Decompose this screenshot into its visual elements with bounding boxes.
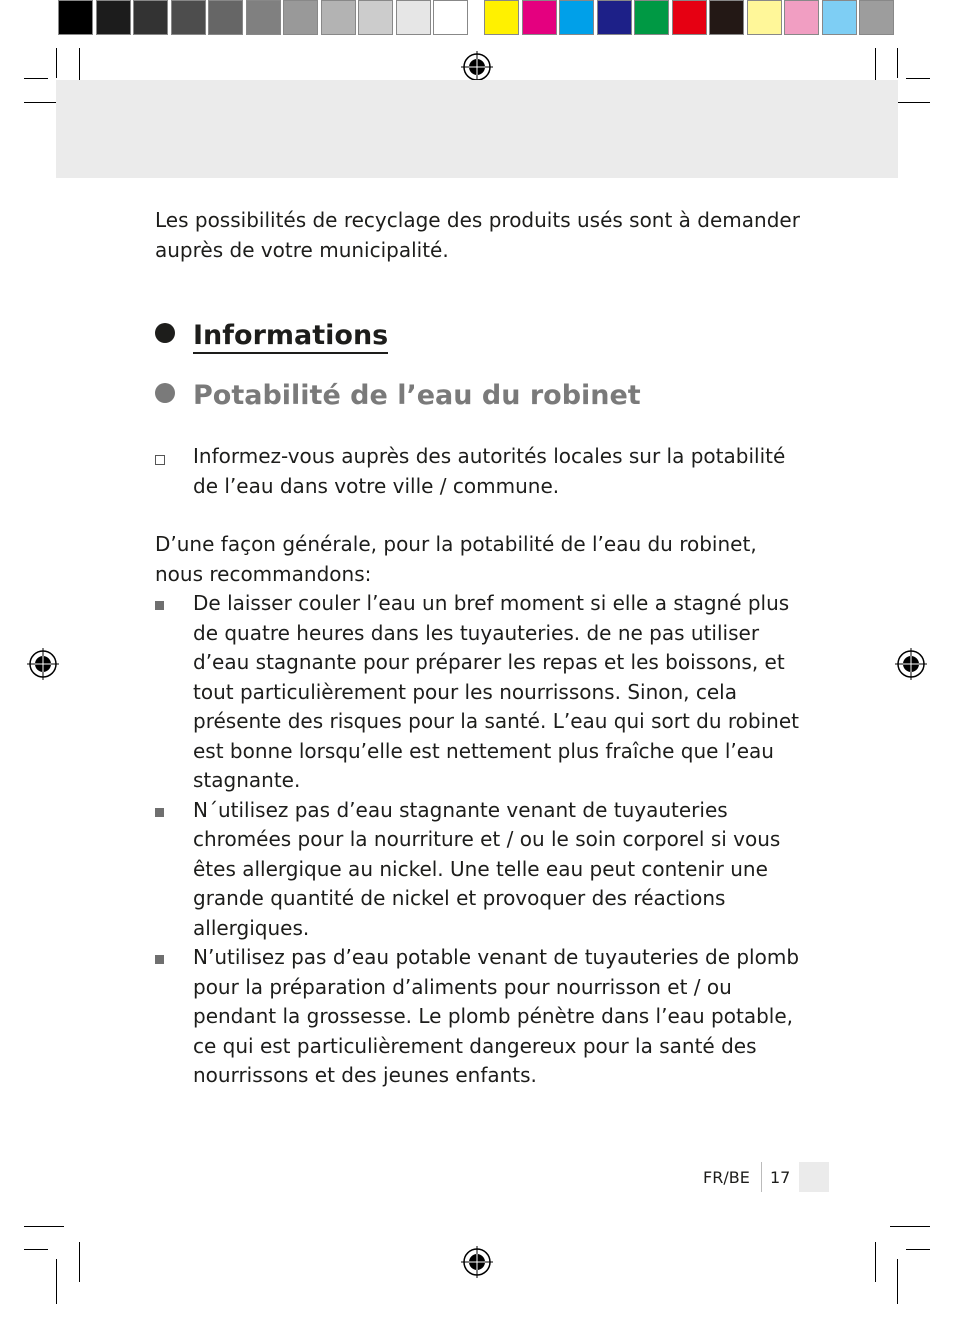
list-item-text: De laisser couler l’eau un bref moment si elle a stagné plus de quatre heures dans les tuyauteries. de ne pas utiliser d’eau stagnante pour préparer les repas et les boissons, et tout particulièrement pour les nourrissons. Sinon, cela présente des risques pour la santé. L’eau qui sort du robinet est bonne lorsqu’elle est nettement plus fraîche que l’eau stagnante. [193,591,799,792]
process-color-swatch [672,0,707,35]
crop-mark [906,78,930,79]
heading-informations-label: Informations [193,320,388,354]
process-color-bar [484,0,897,38]
crop-mark [24,1226,64,1227]
gray-swatch [321,0,356,35]
process-color-swatch [747,0,782,35]
process-color-swatch [484,0,519,35]
crop-mark [875,1242,876,1282]
registration-mark-icon [27,648,59,680]
checkbox-item [155,442,805,501]
square-bullet-icon [155,808,164,817]
crop-mark [906,1249,930,1250]
recommendations-list [155,589,805,1091]
heading-potabilite-label: Potabilité de l’eau du robinet [193,380,641,411]
bullet-dot-icon [155,323,175,343]
process-color-swatch [784,0,819,35]
crop-mark [56,48,57,78]
process-color-swatch [522,0,557,35]
crop-mark [79,1242,80,1282]
square-bullet-icon [155,601,164,610]
crop-mark [897,48,898,78]
list-item-text: N´utilisez pas d’eau stagnante venant de tuyauteries chromées pour la nourriture et / ou le soin corporel si vous êtes allergique au nickel. Une telle eau peut contenir une grande quantité de nickel et provoquer des réactions allergiques. [193,797,781,940]
general-paragraph: D’une façon générale, pour la potabilité de l’eau du robinet, nous recommandons: [155,532,757,586]
gray-swatch [208,0,243,35]
gray-swatch [58,0,93,35]
footer-language: FR/BE [703,1168,750,1187]
square-bullet-icon [155,955,164,964]
registration-mark-icon [461,51,493,83]
gray-swatch [358,0,393,35]
gray-swatch [433,0,468,35]
process-color-swatch [859,0,894,35]
crop-mark [56,1259,57,1304]
process-color-swatch [822,0,857,35]
list-item [155,796,805,944]
heading-potabilite [155,380,641,411]
gray-swatch [246,0,281,35]
footer-divider [761,1162,762,1192]
gray-swatch [133,0,168,35]
gray-swatch [171,0,206,35]
gray-swatch [396,0,431,35]
process-color-swatch [559,0,594,35]
list-item [155,589,805,796]
footer-gray-box [799,1162,829,1192]
intro-paragraph: Les possibilités de recyclage des produits usés sont à demander auprès de votre municipalité. [155,208,800,262]
grayscale-color-bar [58,0,471,38]
crop-mark [24,1249,48,1250]
crop-mark [890,1226,930,1227]
heading-informations [155,320,388,351]
gray-swatch [96,0,131,35]
checkbox-square-icon [155,455,165,465]
list-item-text: N’utilisez pas d’eau potable venant de tuyauteries de plomb pour la préparation d’aliments pour nourrisson et / ou pendant la grossesse. Le plomb pénètre dans l’eau potable, ce qui est particulièrement dangereux pour la santé des nourrissons et des jeunes enfants. [193,945,800,1087]
process-color-swatch [634,0,669,35]
list-item [155,943,805,1091]
header-band [56,80,898,178]
process-color-swatch [709,0,744,35]
bullet-dot-icon [155,383,175,403]
checkbox-item-text: Informez-vous auprès des autorités locales sur la potabilité de l’eau dans votre ville / commune. [193,444,786,498]
registration-mark-icon [461,1246,493,1278]
page-footer [703,1168,791,1187]
process-color-swatch [597,0,632,35]
crop-mark [24,78,48,79]
page-number: 17 [770,1168,791,1187]
registration-mark-icon [895,648,927,680]
gray-swatch [283,0,318,35]
crop-mark [897,1259,898,1304]
